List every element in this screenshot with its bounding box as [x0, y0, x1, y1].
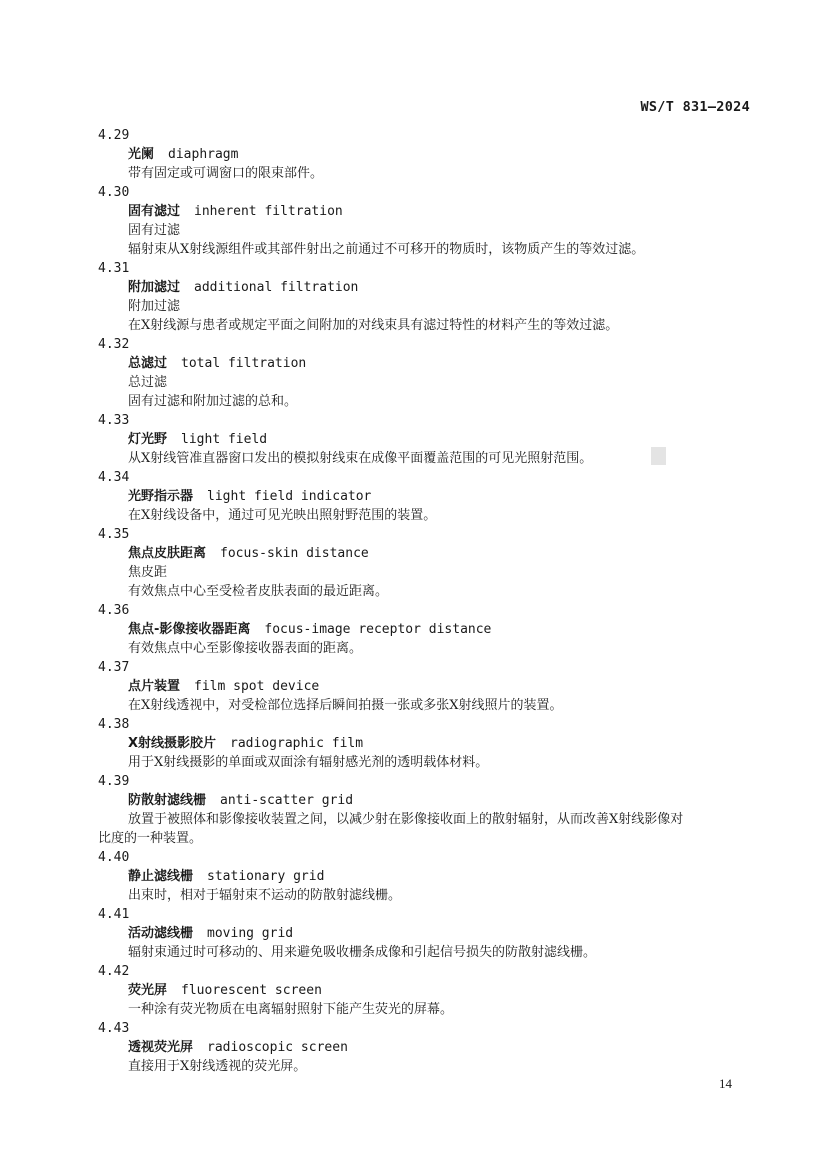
term-chinese: 防散射滤线栅	[128, 793, 207, 808]
term-chinese: 光野指示器	[128, 489, 194, 504]
entry-synonym: 总过滤	[128, 375, 168, 390]
entry-term	[0, 620, 827, 639]
term-english: radioscopic screen	[207, 1040, 348, 1055]
term-chinese: 活动滤线栅	[128, 926, 194, 941]
term-english: focus-image receptor distance	[264, 622, 492, 637]
term-english: light field	[181, 432, 268, 447]
entry-number: 4.40	[98, 850, 130, 865]
term-chinese: 荧光屏	[128, 983, 168, 998]
term-chinese: 点片装置	[128, 679, 181, 694]
entry-number: 4.31	[98, 261, 130, 276]
page-number: 14	[719, 1076, 732, 1091]
entry-term	[0, 544, 827, 563]
entry-definition: 辐射束通过时可移动的、用来避免吸收栅条成像和引起信号损失的防散射滤线栅。	[128, 945, 597, 960]
entry-number: 4.29	[98, 128, 130, 143]
entry-number: 4.41	[98, 907, 130, 922]
term-english: additional filtration	[194, 280, 359, 295]
term-english: anti-scatter grid	[220, 793, 354, 808]
entry-number: 4.35	[98, 527, 130, 542]
entry-synonym: 附加过滤	[128, 299, 181, 314]
entry-definition: 在X射线源与患者或规定平面之间附加的对线束具有滤过特性的材料产生的等效过滤。	[128, 318, 619, 333]
entry-definition-continued: 比度的一种装置。	[98, 831, 203, 846]
term-english: stationary grid	[207, 869, 325, 884]
term-english: total filtration	[181, 356, 307, 371]
term-entry	[0, 848, 827, 905]
entry-definition: 辐射束从X射线源组件或其部件射出之前通过不可移开的物质时，该物质产生的等效过滤。	[128, 242, 645, 257]
entry-definition: 放置于被照体和影像接收装置之间，以减少射在影像接收面上的散射辐射，从而改善X射线影像对	[128, 812, 684, 827]
entry-definition: 在X射线设备中，通过可见光映出照射野范围的装置。	[128, 508, 437, 523]
term-chinese: 光阑	[128, 147, 155, 162]
term-entry	[0, 601, 827, 658]
term-entry	[0, 1019, 827, 1076]
term-entry	[0, 183, 827, 259]
entry-number: 4.32	[98, 337, 130, 352]
entry-definition: 出束时，相对于辐射束不运动的防散射滤线栅。	[128, 888, 402, 903]
term-english: film spot device	[194, 679, 320, 694]
term-chinese: 附加滤过	[128, 280, 181, 295]
entry-number: 4.38	[98, 717, 130, 732]
entry-term	[0, 867, 827, 886]
entry-term	[0, 677, 827, 696]
entry-term	[0, 354, 827, 373]
term-entry	[0, 962, 827, 1019]
entry-definition: 有效焦点中心至影像接收器表面的距离。	[128, 641, 363, 656]
term-entry	[0, 259, 827, 335]
entry-term	[0, 981, 827, 1000]
entry-number: 4.37	[98, 660, 130, 675]
term-entry	[0, 658, 827, 715]
term-entry	[0, 335, 827, 411]
entry-number: 4.39	[98, 774, 130, 789]
entry-synonym: 固有过滤	[128, 223, 181, 238]
entry-term	[0, 145, 827, 164]
term-chinese: 总滤过	[128, 356, 168, 371]
entry-number: 4.30	[98, 185, 130, 200]
document-code: WS/T 831—2024	[640, 99, 750, 115]
term-entry	[0, 126, 827, 183]
entry-number: 4.42	[98, 964, 130, 979]
term-chinese: 固有滤过	[128, 204, 181, 219]
entry-term	[0, 924, 827, 943]
term-entry	[0, 525, 827, 601]
entry-number: 4.33	[98, 413, 130, 428]
term-entry	[0, 905, 827, 962]
term-english: light field indicator	[207, 489, 372, 504]
term-entries	[0, 126, 827, 1076]
entry-number: 4.43	[98, 1021, 130, 1036]
entry-term	[0, 791, 827, 810]
entry-definition: 在X射线透视中，对受检部位选择后瞬间拍摄一张或多张X射线照片的装置。	[128, 698, 563, 713]
highlight-marker	[651, 447, 666, 465]
entry-definition: 用于X射线摄影的单面或双面涂有辐射感光剂的透明载体材料。	[128, 755, 489, 770]
entry-term	[0, 734, 827, 753]
entry-term	[0, 1038, 827, 1057]
entry-term	[0, 430, 827, 449]
entry-number: 4.36	[98, 603, 130, 618]
term-entry	[0, 715, 827, 772]
term-chinese: 焦点-影像接收器距离	[128, 622, 251, 637]
term-english: moving grid	[207, 926, 294, 941]
entry-definition: 固有过滤和附加过滤的总和。	[128, 394, 298, 409]
entry-definition: 带有固定或可调窗口的限束部件。	[128, 166, 324, 181]
entry-synonym: 焦皮距	[128, 565, 168, 580]
entry-term	[0, 202, 827, 221]
term-english: focus-skin distance	[220, 546, 369, 561]
term-english: diaphragm	[168, 147, 239, 162]
term-chinese: 透视荧光屏	[128, 1040, 194, 1055]
entry-definition: 从X射线管准直器窗口发出的模拟射线束在成像平面覆盖范围的可见光照射范围。	[128, 451, 593, 466]
entry-definition: 一种涂有荧光物质在电离辐射照射下能产生荧光的屏幕。	[128, 1002, 454, 1017]
term-chinese: 灯光野	[128, 432, 168, 447]
term-english: inherent filtration	[194, 204, 343, 219]
entry-number: 4.34	[98, 470, 130, 485]
entry-definition: 直接用于X射线透视的荧光屏。	[128, 1059, 307, 1074]
term-english: fluorescent screen	[181, 983, 322, 998]
entry-term	[0, 487, 827, 506]
term-chinese: 静止滤线栅	[128, 869, 194, 884]
term-entry	[0, 772, 827, 848]
entry-definition: 有效焦点中心至受检者皮肤表面的最近距离。	[128, 584, 389, 599]
term-chinese: 焦点皮肤距离	[128, 546, 207, 561]
term-entry	[0, 468, 827, 525]
term-entry	[0, 411, 827, 468]
term-chinese: X射线摄影胶片	[128, 736, 217, 751]
term-english: radiographic film	[230, 736, 364, 751]
entry-term	[0, 278, 827, 297]
